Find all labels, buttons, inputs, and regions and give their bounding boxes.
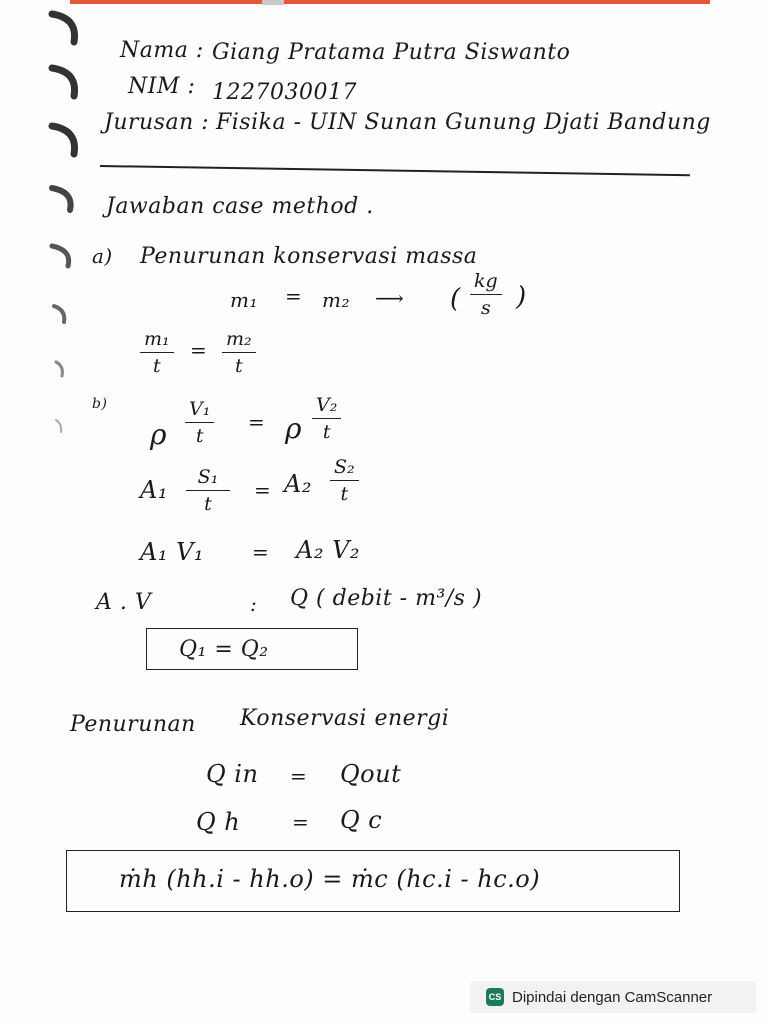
fraction-bar [330,480,359,481]
section2-title-b: Konservasi energi [240,706,450,731]
eq1-unit-fraction [470,270,502,319]
eq2-equals: = [190,338,208,362]
section-b-marker: b) [92,396,108,412]
section-a-title: Penurunan konservasi massa [140,244,478,269]
energy-eq1-lhs: Q in [206,760,259,788]
eq1-paren-close: ) [516,282,527,312]
eq3-left-den: t [195,425,204,447]
eq4-left-fraction [186,466,230,515]
eq1-paren-open: ( [450,284,461,314]
top-edge-notch [262,0,284,5]
eq1-rhs: m₂ [322,288,350,312]
energy-eq1-rhs: Qout [340,760,402,788]
fraction-bar [185,422,214,423]
energy-result: ṁh (hh.i - hh.o) = ṁc (hc.i - hc.o) [119,865,541,893]
eq3-equals: = [248,410,266,434]
eq4-left-den: t [204,493,212,515]
eq1-arrow: ⟶ [375,286,405,310]
eq3-rho-right: ρ [285,412,302,445]
eq6-lhs: A . V [96,590,152,615]
nim-value: 1227030017 [212,80,357,105]
eq4-right-num: S₂ [334,456,355,478]
eq4-a1: A₁ [140,476,168,504]
fraction-bar [222,352,256,353]
camscanner-text: Dipindai dengan CamScanner [512,988,713,1006]
eq5-equals: = [252,540,270,564]
energy-eq2-lhs: Q h [196,808,241,836]
binding-ring-icon [44,120,84,160]
eq4-a2: A₂ [284,470,312,498]
eq1-lhs: m₁ [230,288,258,312]
camscanner-logo-icon: CS [486,988,504,1006]
eq6-rhs: Q ( debit - m³/s ) [290,586,483,611]
eq1-equals: = [285,284,303,308]
eq2-left-num: m₁ [144,328,170,350]
energy-eq1-equals: = [290,764,308,788]
camscanner-badge [470,981,756,1013]
eq2-left-den: t [153,355,161,377]
eq1-unit-den: s [480,297,491,319]
eq2-right-fraction [222,328,256,377]
answers-heading: Jawaban case method . [106,194,374,219]
energy-eq2-rhs: Q c [340,806,383,834]
eq5-lhs: A₁ V₁ [140,538,205,566]
top-edge-strip [70,0,710,4]
binding-ring-icon [44,62,84,102]
eq3-left-fraction [185,398,214,447]
eq5-rhs: A₂ V₂ [296,536,361,564]
eq4-left-num: S₁ [197,466,219,488]
binding-ring-icon [44,8,84,48]
section-a-marker: a) [92,244,113,268]
eq3-right-num: V₂ [316,394,338,416]
binding-ring-icon [44,180,84,220]
binding-ring-icon [44,352,84,392]
eq2-right-num: m₂ [226,328,252,350]
continuity-result-box [146,628,358,670]
eq3-left-num: V₁ [189,398,211,420]
section2-title-a: Penurunan [70,712,196,737]
continuity-result: Q₁ = Q₂ [179,637,269,662]
binding-ring-icon [44,296,84,336]
eq6-colon: : [250,592,258,616]
eq3-right-fraction [312,394,341,443]
eq2-right-den: t [235,355,243,377]
nim-label: NIM : [128,74,196,99]
jurusan-value: Fisika - UIN Sunan Gunung Djati Bandung [216,110,711,135]
binding-ring-icon [44,238,84,278]
eq3-rho-left: ρ [150,418,167,451]
fraction-bar [186,490,230,491]
eq3-right-den: t [322,421,331,443]
eq4-right-den: t [340,483,349,505]
energy-eq2-equals: = [292,810,310,834]
nama-label: Nama : [120,38,204,63]
fraction-bar [312,418,341,419]
jurusan-label: Jurusan : [104,110,210,135]
eq4-equals: = [254,478,272,502]
eq4-right-fraction [330,456,359,505]
header-divider [100,165,690,176]
eq2-left-fraction [140,328,174,377]
energy-result-box [66,850,680,912]
fraction-bar [470,294,502,295]
binding-ring-icon [44,410,84,450]
nama-value: Giang Pratama Putra Siswanto [212,40,571,65]
eq1-unit-num: kg [474,270,498,292]
fraction-bar [140,352,174,353]
